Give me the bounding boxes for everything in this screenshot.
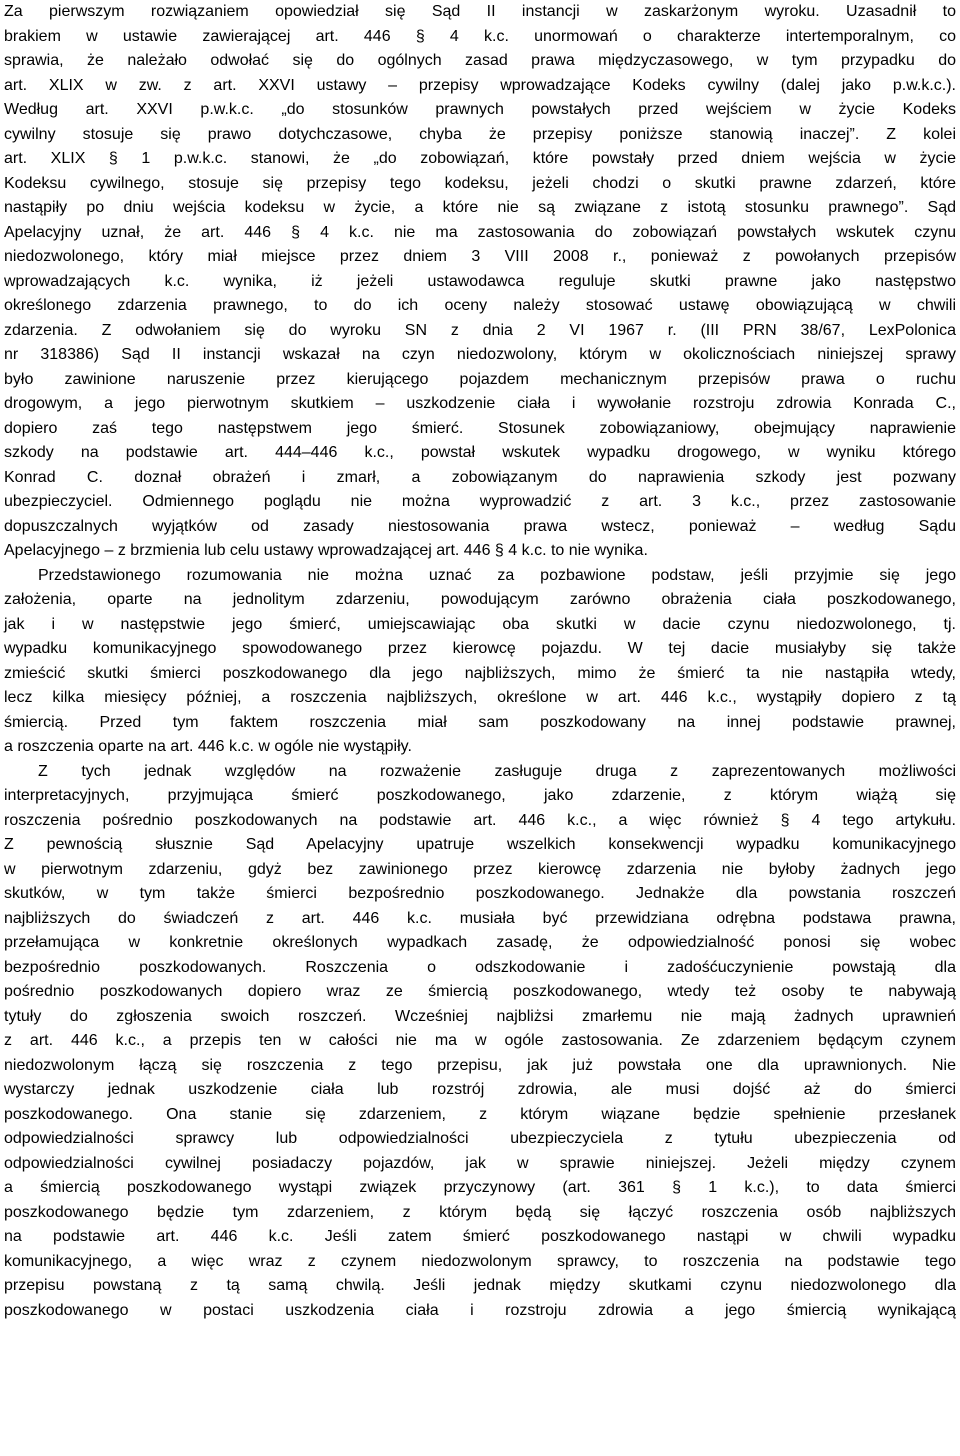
text-line: Przedstawionego rozumowania nie można uznać za pozbawione podstaw, jeśli przyjmie się jego <box>38 566 956 584</box>
text-line: drogowym, a jego pierwotnym skutkiem – uszkodzenie ciała i wywołanie rozstroju zdrowia Konrada C., <box>4 395 956 412</box>
text-line: było zawinione naruszenie przez kierującego pojazdem mechanicznym przepisów prawa o ruchu <box>4 370 956 388</box>
text-line: przepisu powstaną z tą samą chwilą. Jeśli jednak między skutkami czynu niedozwolonego dla <box>4 1277 956 1294</box>
text-line: a roszczenia oparte na art. 446 k.c. w ogóle nie wystąpiły. <box>4 738 412 755</box>
text-line: określonego zdarzenia prawnego, to do ich oceny należy stosować ustawę obowiązującą w chwili <box>4 297 956 314</box>
text-line: najbliższych do świadczeń z art. 446 k.c. musiała być przewidziana odrębna podstawa prawna, <box>4 909 956 927</box>
text-line: przełamująca w konkretnie określonych wypadkach zasadę, że odpowiedzialność ponosi się wobec <box>4 934 956 951</box>
text-line: Za pierwszym rozwiązaniem opowiedział się Sąd II instancji w zaskarżonym wyroku. Uzasadnił to <box>4 3 956 20</box>
text-line: sprawia, że należało odwołać się do ogólnych zasad prawa międzyczasowego, w tym przypadku do <box>4 52 956 69</box>
paragraph-2 <box>4 564 956 760</box>
text-line: odpowiedzialności sprawcy lub odpowiedzialności ubezpieczyciela z tytułu ubezpieczenia od <box>4 1130 956 1147</box>
text-line: poszkodowanego będzie tym zdarzeniem, z którym będą się łączyć roszczenia osób najbliższych <box>4 1203 956 1221</box>
text-line: ubezpieczyciel. Odmiennego poglądu nie można wyprowadzić z art. 3 k.c., przez zastosowanie <box>4 493 956 510</box>
text-line: Apelacyjny uznał, że art. 446 § 4 k.c. nie ma zastosowania do zobowiązań powstałych wskutek czynu <box>4 223 956 241</box>
text-line: roszczenia pośrednio poszkodowanych na podstawie art. 446 k.c., a więc również § 4 tego artykułu. <box>4 811 956 829</box>
text-line: śmiercią. Przed tym faktem roszczenia miał sam poszkodowany na innej podstawie prawnej, <box>4 713 956 731</box>
text-line: Według art. XXVI p.w.k.c. „do stosunków prawnych powstałych przed wejściem w życie Kodeks <box>4 101 956 118</box>
text-line: bezpośrednio poszkodowanych. Roszczenia o odszkodowanie i zadośćuczynienie powstają dla <box>4 958 956 976</box>
text-line: a śmiercią poszkodowanego wystąpi związek przyczynowy (art. 361 § 1 k.c.), to data śmierci <box>4 1179 956 1196</box>
text-line: na podstawie art. 446 k.c. Jeśli zatem śmierć poszkodowanego nastąpi w chwili wypadku <box>4 1228 956 1245</box>
text-line: Kodeksu cywilnego, stosuje się przepisy tego kodeksu, jeżeli chodzi o skutki prawne zdarzeń, które <box>4 174 956 192</box>
text-line: poszkodowanego. Ona stanie się zdarzeniem, z którym wiązane będzie spełnienie przesłanek <box>4 1105 956 1123</box>
text-line: interpretacyjnych, przyjmująca śmierć poszkodowanego, jako zdarzenie, z którym wiążą się <box>4 787 956 804</box>
text-line: Apelacyjnego – z brzmienia lub celu ustawy wprowadzającej art. 446 § 4 k.c. to nie wynika. <box>4 542 648 559</box>
text-line: pośrednio poszkodowanych dopiero wraz ze śmiercią poszkodowanego, wtedy też osoby te nabywają <box>4 983 956 1000</box>
text-line: lecz kilka miesięcy później, a roszczenia najbliższych, określone w art. 446 k.c., wystąpiły dopiero z tą <box>4 689 956 706</box>
text-line: nastąpiły po dniu wejścia kodeksu w życie, a które nie są związane z istotą stosunku prawnego”. Sąd <box>4 199 956 216</box>
text-line: komunikacyjnego, a więc wraz z czynem niedozwolonym sprawcy, to roszczenia na podstawie tego <box>4 1252 956 1270</box>
text-line: szkody na podstawie art. 444–446 k.c., powstał wskutek wypadku drogowego, w wyniku którego <box>4 444 956 461</box>
text-line: wprowadzających k.c. wynika, iż jeżeli ustawodawca reguluje skutki prawne jako następstwo <box>4 272 956 290</box>
text-line: cywilny stosuje się prawo dotychczasowe, chyba że przepisy poniższe stanowią inaczej”. Z kolei <box>4 125 956 143</box>
text-line: dopiero zaś tego następstwem jego śmierć. Stosunek zobowiązaniowy, obejmujący naprawienie <box>4 419 956 437</box>
text-line: brakiem w ustawie zawierającej art. 446 § 4 k.c. unormowań o charakterze intertemporalnym, co <box>4 27 956 45</box>
text-line: wypadku komunikacyjnego spowodowanego przez kierowcę pojazdu. W tej dacie musiałyby się także <box>4 640 956 657</box>
text-line: wystarczy jednak uszkodzenie ciała lub rozstrój zdrowia, ale musi dojść aż do śmierci <box>4 1081 956 1098</box>
text-line: Konrad C. doznał obrażeń i zmarł, a zobowiązanym do naprawienia szkody jest pozwany <box>4 468 956 486</box>
text-line: z art. 446 k.c., a przepis ten w całości nie ma w ogóle zastosowania. Ze zdarzeniem będącym czynem <box>4 1032 956 1049</box>
text-line: zdarzenia. Z odwołaniem się do wyroku SN z dnia 2 VI 1967 r. (III PRN 38/67, LexPolonica <box>4 321 956 339</box>
text-line: w pierwotnym zdarzeniu, gdyż bez zawinionego przez kierowcę zdarzenia nie byłoby żadnych jego <box>4 860 956 878</box>
text-line: zmieścić skutki śmierci poszkodowanego dla jego najbliższych, mimo że śmierć ta nie nastąpiła wtedy, <box>4 664 956 682</box>
text-line: niedozwolonym łączą się roszczenia z tego przepisu, jak już powstała one dla uprawnionych. Nie <box>4 1056 956 1074</box>
text-line: założenia, oparte na jednolitym zdarzeniu, powodującym zarówno obrażenia ciała poszkodowanego, <box>4 591 956 608</box>
text-line: jak i w następstwie jego śmierć, umiejscawiając oba skutki w dacie czynu niedozwolonego, tj. <box>4 615 956 633</box>
text-line: Z tych jednak względów na rozważenie zasługuje druga z zaprezentowanych możliwości <box>38 762 956 780</box>
text-line: art. XLIX § 1 p.w.k.c. stanowi, że „do zobowiązań, które powstały przed dniem wejścia w życie <box>4 150 956 167</box>
text-line: tytuły do zgłoszenia swoich roszczeń. Wcześniej najbliżsi zmarłemu nie mają żadnych uprawnień <box>4 1007 956 1025</box>
document-page <box>4 0 956 1323</box>
text-line: poszkodowanego w postaci uszkodzenia ciała i rozstroju zdrowia a jego śmiercią wynikającą <box>4 1301 956 1319</box>
paragraph-1 <box>4 0 956 564</box>
text-line: art. XLIX w zw. z art. XXVI ustawy – przepisy wprowadzające Kodeks cywilny (dalej jako p.w.k.c.). <box>4 76 956 94</box>
text-line: skutków, w tym także śmierci bezpośrednio poszkodowanego. Jednakże dla powstania roszczeń <box>4 885 956 902</box>
text-line: odpowiedzialności cywilnej posiadaczy pojazdów, jak w sprawie niniejszej. Jeżeli między czynem <box>4 1154 956 1172</box>
paragraph-3 <box>4 760 956 1324</box>
text-line: niedozwolonego, który miał miejsce przez dniem 3 VIII 2008 r., ponieważ z powołanych przepisów <box>4 248 956 265</box>
text-line: Z pewnością słusznie Sąd Apelacyjny upatruje wszelkich konsekwencji wypadku komunikacyjnego <box>4 836 956 853</box>
text-line: dopuszczalnych wyjątków od zasady niestosowania prawa wstecz, ponieważ – według Sądu <box>4 517 956 535</box>
text-line: nr 318386) Sąd II instancji wskazał na czyn niedozwolony, którym w okolicznościach niniejszej sprawy <box>4 346 956 363</box>
